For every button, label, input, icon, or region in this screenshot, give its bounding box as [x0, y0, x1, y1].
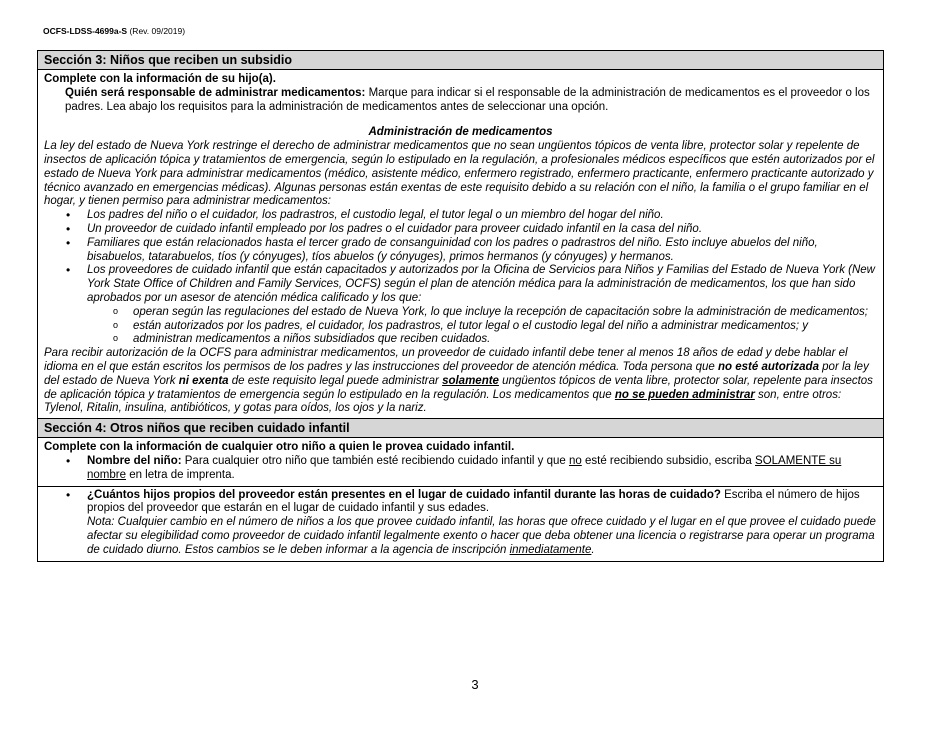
provider-children-note — [87, 516, 877, 557]
child-name-text-2: esté recibiendo subsidio, escriba — [581, 454, 756, 467]
auth-bold-not-exempt: ni exenta — [178, 374, 229, 387]
form-revision: (Rev. 09/2019) — [129, 26, 186, 36]
section-4-body — [38, 441, 883, 485]
provider-children-text: Escriba el número de hijos propios del proveedor que estarán en el lugar de cuidado infantil y sus edades. — [87, 488, 860, 515]
exempt-list — [44, 209, 877, 347]
auth-text-1: Para recibir autorización de la OCFS para administrar medicamentos, un proveedor de cuidado infantil debe tener al menos 18 años de edad y debe hablar el idioma en el que están escritos los permisos de los padres y las instrucciones del proveedor de atención médica. Toda persona que — [44, 347, 848, 373]
note-immediately: inmediatamente — [509, 543, 592, 556]
sub-item-regulations: o operan según las regulaciones del estado de Nueva York, lo que incluye la recepción de capacitación sobre la administración de medicamentos; — [44, 306, 877, 320]
form-code: OCFS-LDSS-4699a-S — [43, 26, 128, 36]
provider-children-item — [44, 489, 877, 558]
law-paragraph: La ley del estado de Nueva York restringe el derecho de administrar medicamentos que no sean ungüentos tópicos de venta libre, protector solar y repelente de insectos de aplicación tópica y tratamientos de emergencia, según lo estipulado en la regulación, a profesionales médicos específicos que estén autorizados por el estado de Nueva York para administrar medicamentos (médico, asistente médico, enfermero registrado, enfermero practicante, enfermero practicante autorizado y técnico avanzado en emergencias médicas). Algunas personas están exentas de este requisito debido a su relación con el niño, la familia o el grupo familiar en el hogar, y tienen permiso para administrar medicamentos: — [44, 140, 875, 208]
child-name-underline-no: no — [568, 454, 582, 467]
exempt-item-relatives: • Familiares que están relacionados hasta el tercer grado de consanguinidad con los padres o padrastros del niño. Esto incluye abuelos del niño, bisabuelos, tatarabuelos, tíos (y cónyuges), tíos abuelos (y cónyuges), primos hermanos (y cónyuges) y hermanos. — [44, 237, 877, 265]
provider-children-list — [44, 489, 877, 558]
form-identifier — [43, 26, 185, 36]
section-4-list — [44, 455, 877, 486]
child-name-item — [44, 455, 877, 486]
auth-text-5: son, entre otros: Tylenol, Ritalin, insulina, antibióticos, y gotas para oídos, los ojos y la nariz. — [44, 388, 842, 415]
provider-children-row — [38, 486, 883, 561]
exempt-item-trained-providers: • Los proveedores de cuidado infantil que están capacitados y autorizados por la Oficina de Servicios para Niños y Familias del Estado de Nueva York (New York State Office of Children and Family Services, OCFS) según el plan de atención médica para la administración de medicamentos, los que han sido aprobados por un asesor de atención médica calificado y los que: — [44, 264, 877, 305]
exempt-item-employed-provider: • Un proveedor de cuidado infantil empleado por los padres o el cuidador para proveer cuidado infantil en la casa del niño. — [44, 223, 877, 237]
responsible-text: Marque para indicar si el responsable de la administración de medicamentos es el proveedor o los padres. Lea abajo los requisitos para la administración de medicamentos antes de seleccionar una opción. — [65, 86, 870, 113]
section-4-intro: Complete con la información de cualquier otro niño a quien le provea cuidado infantil. — [44, 441, 515, 454]
responsible-instruction — [44, 87, 877, 115]
responsible-label: Quién será responsable de administrar medicamentos: — [65, 86, 366, 99]
auth-bold-not-authorized: no esté autorizada — [718, 360, 819, 373]
auth-bold-cannot-administer: no se pueden administrar — [614, 388, 755, 401]
note-text: Nota: Cualquier cambio en el número de niños a los que provee cuidado infantil, las horas que ofrece cuidado y el lugar en el que provee el cuidado puede afectar su elegibilidad como proveedor de cuidado infantil legalmente exento o hacer que deba obtener una licencia o registrarse para operar un programa de cuidado diurno. Estos cambios se le deben informar a la agencia de inscripción — [87, 516, 876, 556]
page-number: 3 — [471, 677, 479, 692]
auth-text-2: por la ley del estado de Nueva York — [44, 360, 869, 387]
medication-admin-title: Administración de medicamentos — [368, 126, 553, 139]
section-3-header: Sección 3: Niños que reciben un subsidio — [38, 51, 883, 70]
section-3-intro: Complete con la información de su hijo(a). — [44, 73, 276, 85]
note-end: . — [591, 543, 595, 556]
section-4-header: Sección 4: Otros niños que reciben cuidado infantil — [38, 418, 883, 438]
child-name-text-3: en letra de imprenta. — [126, 468, 235, 481]
authorization-paragraph — [44, 347, 877, 416]
provider-children-label: ¿Cuántos hijos propios del proveedor están presentes en el lugar de cuidado infantil durante las horas de cuidado? — [87, 488, 721, 501]
auth-text-3: de este requisito legal puede administrar — [228, 374, 443, 387]
child-name-underline-only-name: SOLAMENTE su nombre — [87, 454, 842, 481]
sub-item-authorized: o están autorizados por los padres, el cuidador, los padrastros, el tutor legal o el custodio legal del niño a administrar medicamentos; y — [44, 320, 877, 334]
section-3-body — [38, 73, 883, 418]
child-name-text-1: Para cualquier otro niño que también esté recibiendo cuidado infantil y que — [181, 454, 569, 467]
child-name-label: Nombre del niño: — [87, 454, 182, 467]
auth-text-4: ungüentos tópicos de venta libre, protector solar, repelente para insectos de aplicación tópica y tratamientos de emergencia según lo estipulado en la regulación. Los medicamentos que — [44, 374, 873, 401]
exempt-item-parents: • Los padres del niño o el cuidador, los padrastros, el custodio legal, el tutor legal o un miembro del hogar del niño. — [44, 209, 877, 223]
auth-bold-only: solamente — [442, 374, 499, 387]
form-content-box — [37, 50, 884, 562]
sub-item-subsidized: o administran medicamentos a niños subsidiados que reciben cuidados. — [44, 333, 877, 347]
